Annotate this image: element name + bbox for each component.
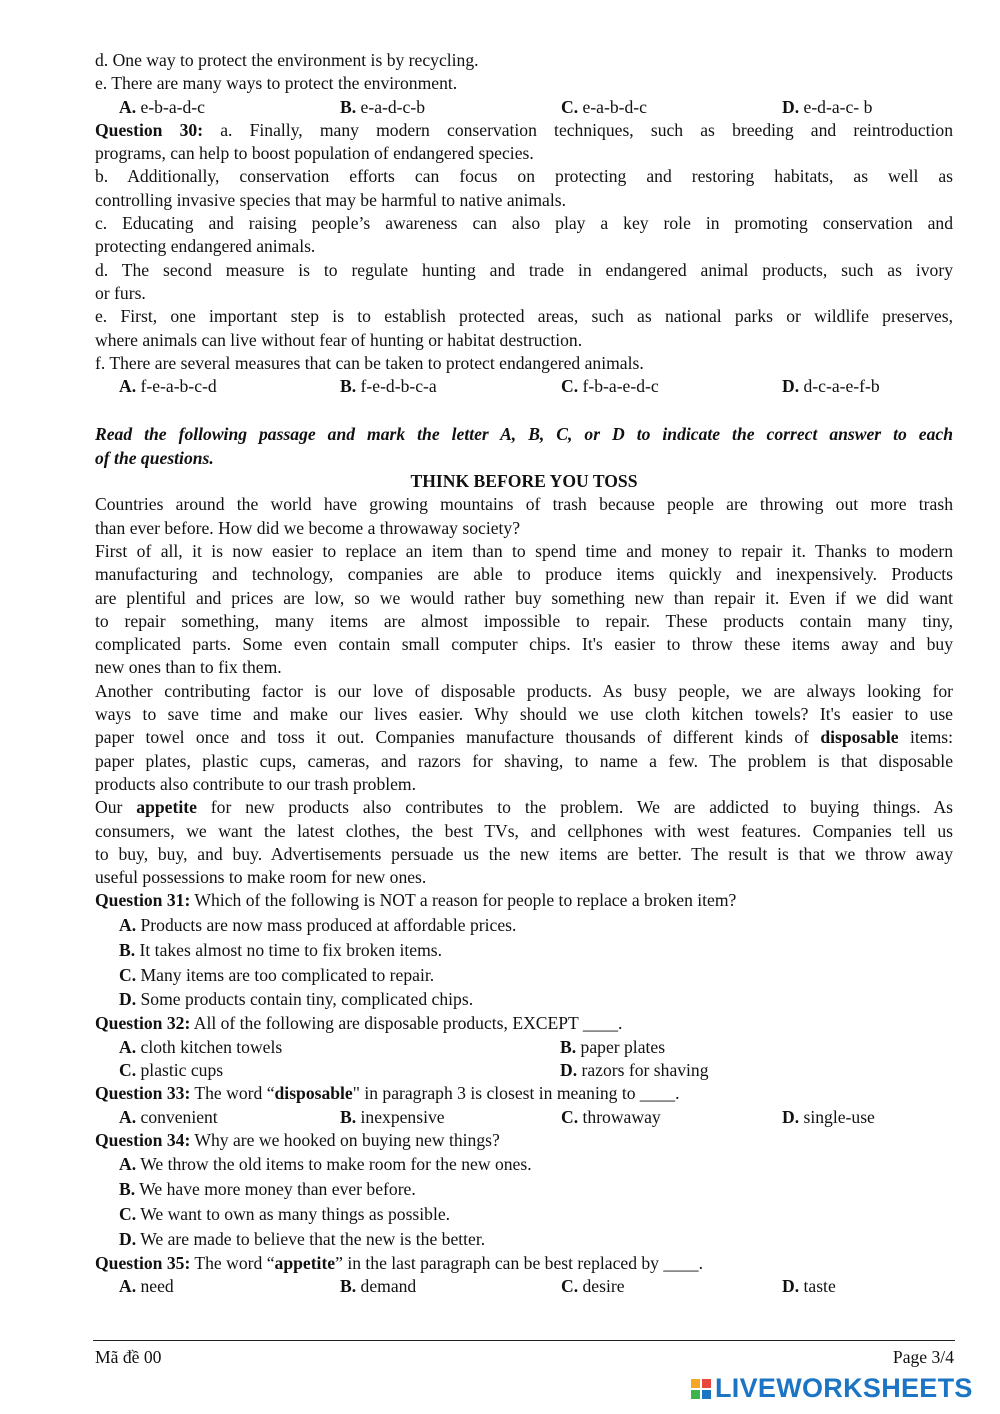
passage-line: manufacturing and technology, companies are able to produce items quickly and inexpensively. Products xyxy=(95,564,953,585)
q29-option-b[interactable]: B. e-a-d-c-b xyxy=(340,96,425,117)
passage-line: than ever before. How did we become a throwaway society? xyxy=(95,517,521,538)
q31-option-d[interactable]: D. Some products contain tiny, complicated chips. xyxy=(119,989,474,1010)
passage-line: complicated parts. Some even contain small computer chips. It's easier to throw these items away and buy xyxy=(95,634,953,655)
q33-option-a[interactable]: A. convenient xyxy=(119,1106,218,1127)
passage-title: THINK BEFORE YOU TOSS xyxy=(410,471,638,492)
q33-option-d[interactable]: D. single-use xyxy=(782,1106,875,1127)
passage-line: Another contributing factor is our love of disposable products. As busy people, we are always looking for xyxy=(95,680,953,701)
q33-options xyxy=(95,1106,953,1129)
q31-option-b[interactable]: B. It takes almost no time to fix broken items. xyxy=(119,939,443,960)
worksheet-page xyxy=(95,49,953,1298)
q33-option-b[interactable]: B. inexpensive xyxy=(340,1106,445,1127)
q34-option-a[interactable]: A. We throw the old items to make room for the new ones. xyxy=(119,1154,532,1175)
q35-option-a[interactable]: A. need xyxy=(119,1276,174,1297)
q33-stem: Question 33: The word “disposable" in paragraph 3 is closest in meaning to ____. xyxy=(95,1083,680,1104)
q30-item-e-line2: where animals can live without fear of hunting or habitat destruction. xyxy=(95,329,583,350)
q32-option-b[interactable]: B. paper plates xyxy=(560,1036,666,1057)
q30-label: Question 30: xyxy=(95,119,204,140)
passage-line: consumers, we want the latest clothes, the best TVs, and cellphones with west features. Companies tell us xyxy=(95,820,953,841)
q32-stem: Question 32: All of the following are disposable products, EXCEPT ____. xyxy=(95,1013,623,1034)
q29-item-e: e. There are many ways to protect the environment. xyxy=(95,73,458,94)
passage-line: useful possessions to make room for new ones. xyxy=(95,867,427,888)
q32-options-row2 xyxy=(95,1059,953,1082)
q30-option-a[interactable]: A. f-e-a-b-c-d xyxy=(119,376,217,397)
q30-item-b-line1: b. Additionally, conservation efforts can focus on protecting and restoring habitats, as well as xyxy=(95,166,953,187)
q34-option-d[interactable]: D. We are made to believe that the new is the better. xyxy=(119,1228,486,1249)
q31-option-a[interactable]: A. Products are now mass produced at affordable prices. xyxy=(119,914,517,935)
q29-option-a[interactable]: A. e-b-a-d-c xyxy=(119,96,205,117)
q30-item-d-line2: or furs. xyxy=(95,282,146,303)
q30-item-e-line1: e. First, one important step is to establish protected areas, such as national parks or wildlife preserves, xyxy=(95,306,953,327)
passage-line: First of all, it is now easier to replace an item than to spend time and money to repair it. Thanks to modern xyxy=(95,540,953,561)
q31-stem: Question 31: Which of the following is NOT a reason for people to replace a broken item? xyxy=(95,890,737,911)
q35-stem: Question 35: The word “appetite” in the last paragraph can be best replaced by ____. xyxy=(95,1252,703,1273)
q30-item-f: f. There are several measures that can be taken to protect endangered animals. xyxy=(95,352,644,373)
passage-line: Our appetite for new products also contributes to the problem. We are addicted to buying things. As xyxy=(95,797,953,818)
q30-item-d-line1: d. The second measure is to regulate hunting and trade in endangered animal products, such as ivory xyxy=(95,259,953,280)
passage-line: new ones than to fix them. xyxy=(95,657,282,678)
q32-option-c[interactable]: C. plastic cups xyxy=(119,1059,224,1080)
logo-grid-icon xyxy=(691,1379,711,1399)
q35-option-c[interactable]: C. desire xyxy=(561,1276,625,1297)
q32-options-row1 xyxy=(95,1036,953,1059)
q35-option-b[interactable]: B. demand xyxy=(340,1276,417,1297)
passage-line: are plentiful and prices are low, so we would rather buy something new than repair it. Even if we did want xyxy=(95,587,953,608)
q29-options xyxy=(95,96,953,119)
q32-option-d[interactable]: D. razors for shaving xyxy=(560,1059,709,1080)
passage-line: products also contribute to our trash problem. xyxy=(95,773,417,794)
q35-options xyxy=(95,1275,953,1298)
liveworksheets-logo[interactable] xyxy=(691,1373,973,1404)
q31-option-c[interactable]: C. Many items are too complicated to repair. xyxy=(119,964,435,985)
section-gap xyxy=(95,398,953,423)
passage-line: to buy, buy, and buy. Advertisements persuade us the new items are better. The result is that we throw away xyxy=(95,843,953,864)
exam-code: Mã đề 00 xyxy=(95,1347,162,1367)
passage-line: ways to save time and make our lives easier. Why should we use cloth kitchen towels? It's easier to use xyxy=(95,704,953,725)
instructions-line1: Read the following passage and mark the letter A, B, C, or D to indicate the correct answer to each xyxy=(95,424,953,445)
q29-option-c[interactable]: C. e-a-b-d-c xyxy=(561,96,647,117)
instructions-line2: of the questions. xyxy=(95,447,214,468)
q35-option-d[interactable]: D. taste xyxy=(782,1276,836,1297)
passage-line: paper towel once and toss it out. Companies manufacture thousands of different kinds of disposable items: xyxy=(95,727,954,748)
page-number: Page 3/4 xyxy=(892,1347,954,1367)
q30-item-a-line2: programs, can help to boost population of endangered species. xyxy=(95,143,534,164)
q29-option-d[interactable]: D. e-d-a-c- b xyxy=(782,96,873,117)
q34-option-b[interactable]: B. We have more money than ever before. xyxy=(119,1179,416,1199)
highlight-disposable: disposable xyxy=(820,727,899,748)
q34-option-c[interactable]: C. We want to own as many things as possible. xyxy=(119,1203,451,1224)
highlight-appetite: appetite xyxy=(136,797,197,818)
logo-text: LIVEWORKSHEETS xyxy=(715,1373,973,1403)
passage-line: Countries around the world have growing mountains of trash because people are throwing out more trash xyxy=(95,494,953,515)
q30-item-c-line2: protecting endangered animals. xyxy=(95,236,316,257)
q29-item-d: d. One way to protect the environment is by recycling. xyxy=(95,50,479,70)
passage-line: paper plates, plastic cups, cameras, and razors for shaving, to name a few. The problem is that disposable xyxy=(95,750,953,771)
q30-option-c[interactable]: C. f-b-a-e-d-c xyxy=(561,376,659,397)
q30-option-b[interactable]: B. f-e-d-b-c-a xyxy=(340,376,437,397)
q32-option-a[interactable]: A. cloth kitchen towels xyxy=(119,1036,283,1057)
q30-options xyxy=(95,375,953,398)
q34-stem: Question 34: Why are we hooked on buying new things? xyxy=(95,1129,500,1150)
passage-line: to repair something, many items are almost impossible to repair. These products contain many tiny, xyxy=(95,610,953,631)
q33-option-c[interactable]: C. throwaway xyxy=(561,1106,661,1127)
q30-item-b-line2: controlling invasive species that may be harmful to native animals. xyxy=(95,189,566,210)
q30-item-a-line1: Question 30: a. Finally, many modern conservation techniques, such as breeding and reintroduction xyxy=(95,119,954,140)
q30-option-d[interactable]: D. d-c-a-e-f-b xyxy=(782,376,880,397)
q30-item-c-line1: c. Educating and raising people’s awareness can also play a key role in promoting conservation and xyxy=(95,213,953,234)
footer-divider xyxy=(93,1340,955,1341)
